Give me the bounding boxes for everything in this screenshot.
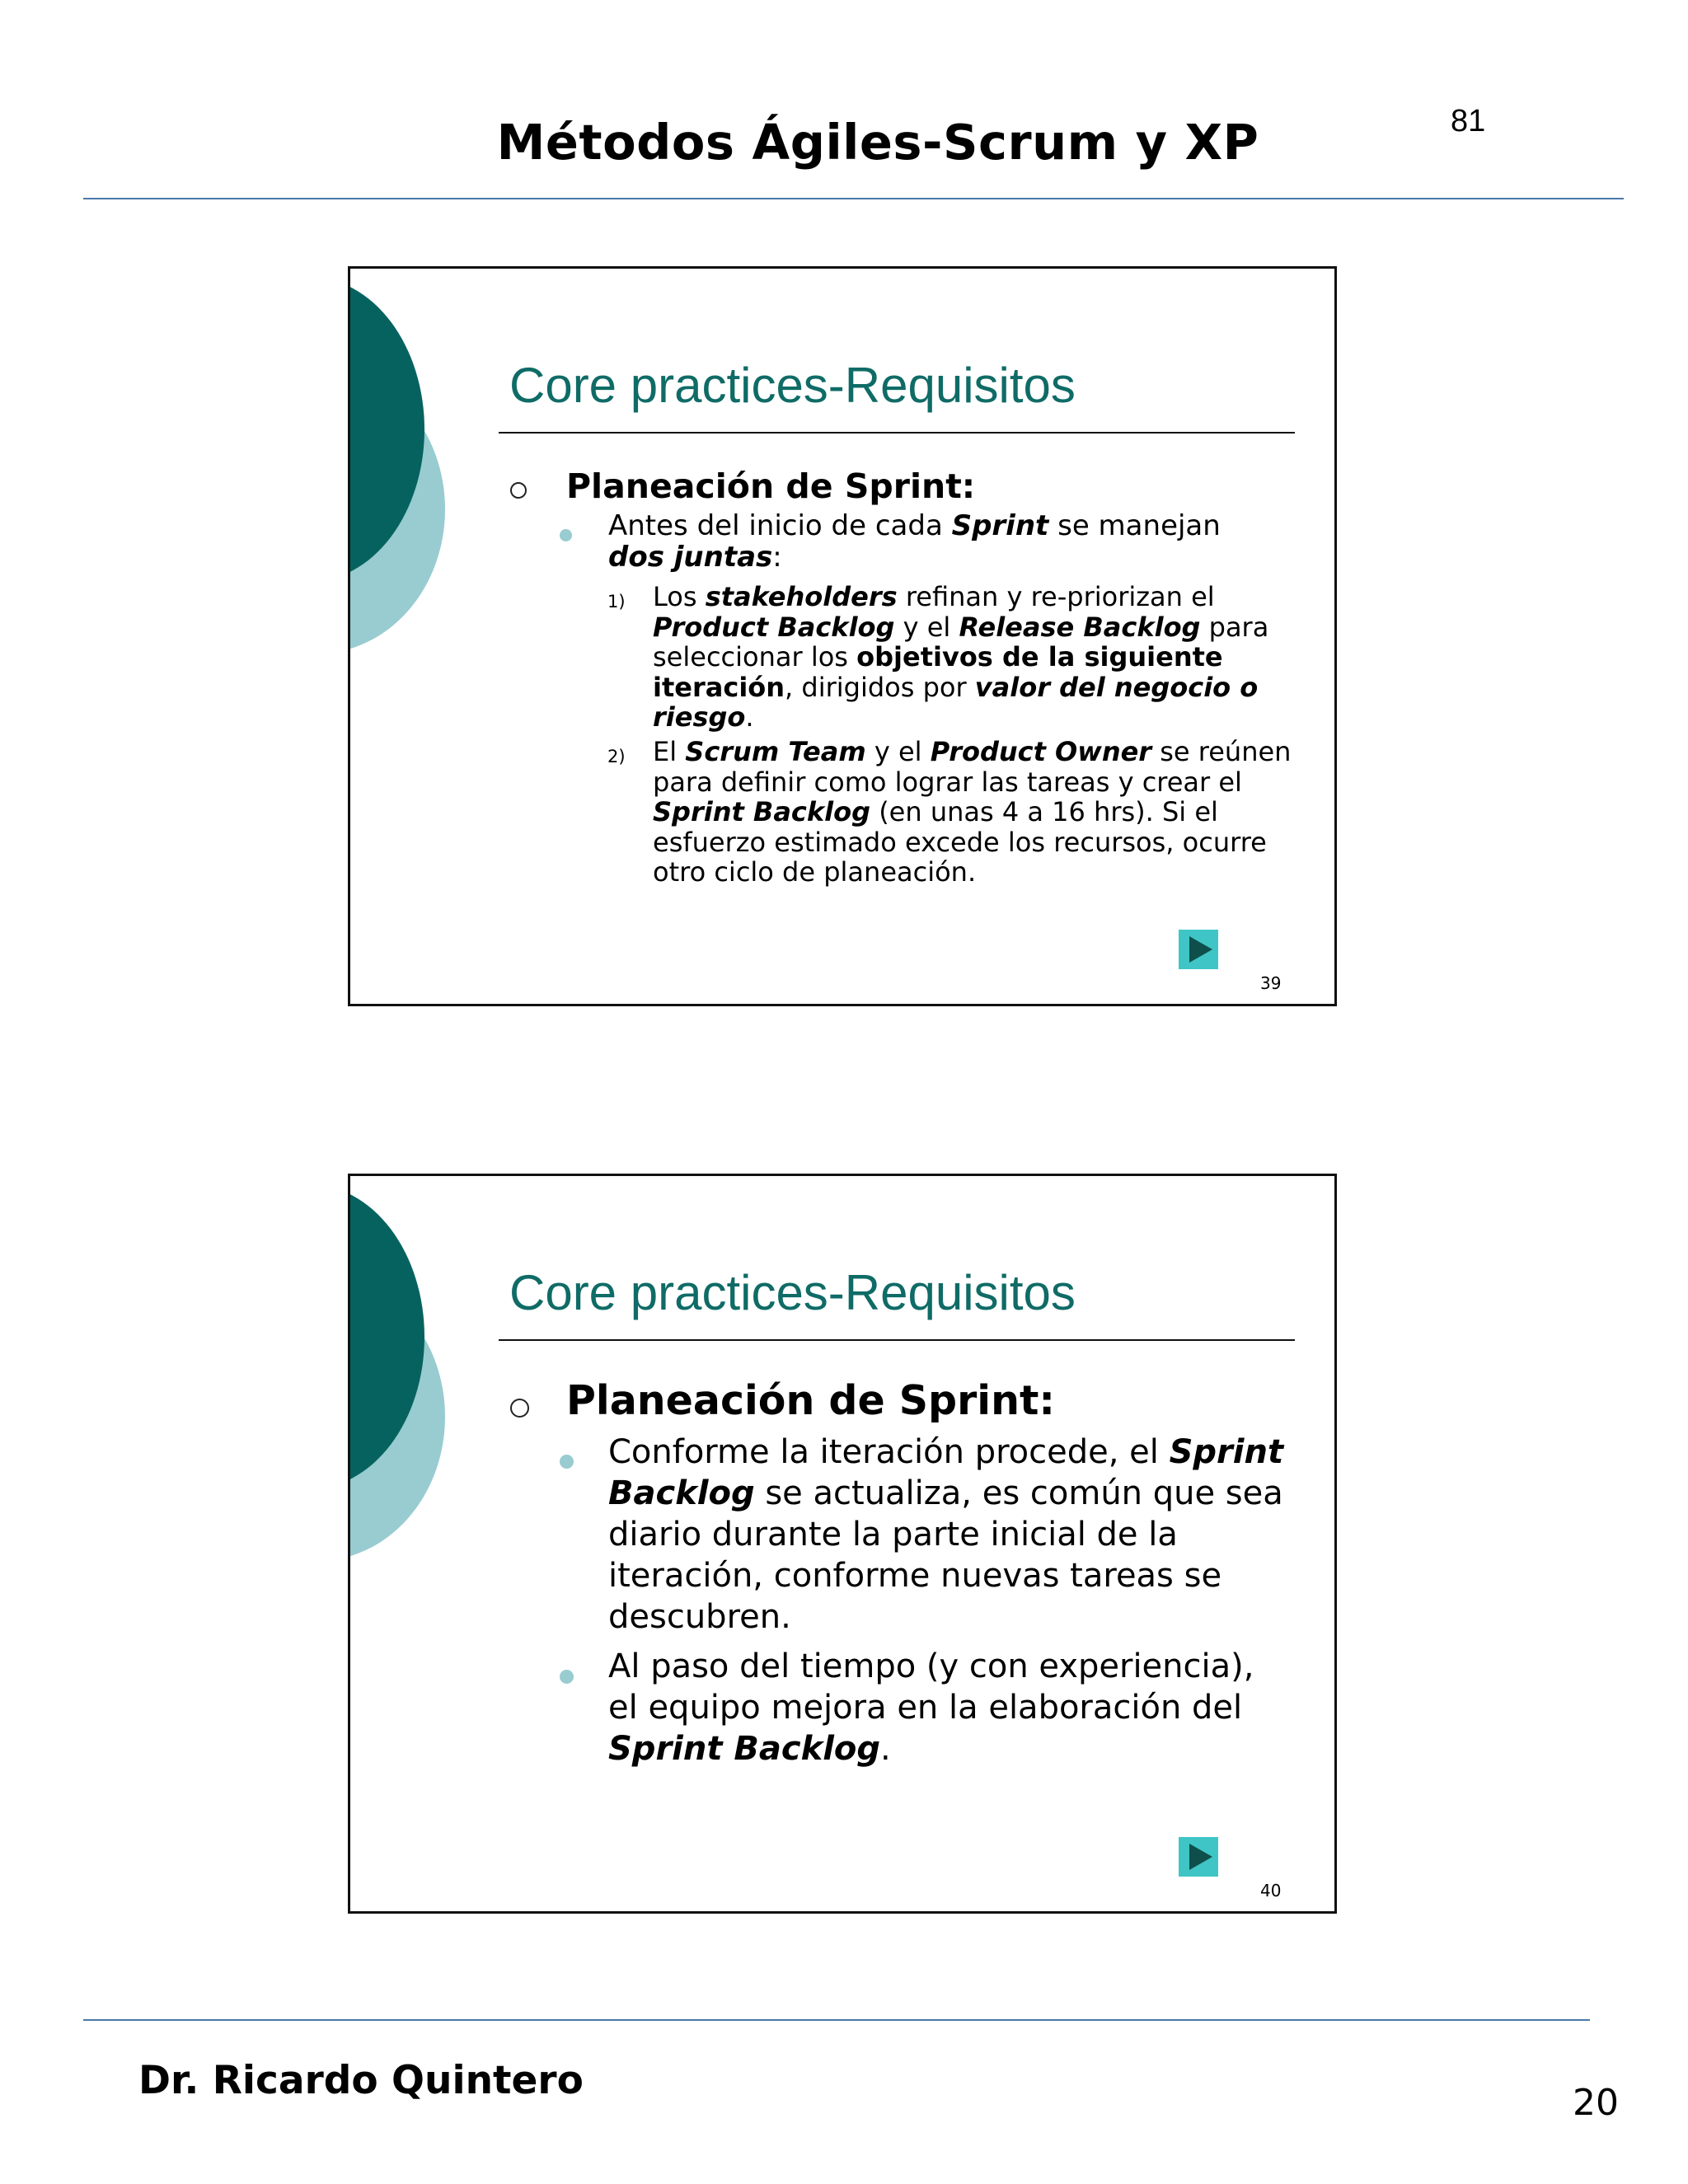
page-number-top: 81 xyxy=(1451,104,1486,138)
slide-title: Core practices-Requisitos xyxy=(509,1265,1076,1320)
bullet-text: Al paso del tiempo (y con experiencia), el equipo mejora en la elaboración del Sprint Backlog. xyxy=(608,1647,1254,1768)
hollow-circle-bullet-icon xyxy=(510,1399,529,1418)
next-slide-button[interactable] xyxy=(1179,930,1218,969)
page-title: Métodos Ágiles-Scrum y XP xyxy=(496,114,1259,171)
list-item: El Scrum Team y el Product Owner se reúnen para definir como lograr las tareas y crear el Sprint Backlog (en unas 4 a 16 hrs). Si el esfuerzo estimado excede los recursos, ocurre otro ciclo de planeación. xyxy=(653,736,1292,888)
dot-bullet-icon xyxy=(560,1670,574,1684)
slide-title-rule xyxy=(499,1339,1295,1341)
slide-number: 40 xyxy=(1260,1881,1282,1900)
list-number: 2) xyxy=(607,747,626,766)
list-number: 1) xyxy=(607,592,626,612)
slide-decoration xyxy=(350,269,474,664)
slide-heading: Planeación de Sprint: xyxy=(566,1377,1056,1424)
dot-bullet-icon xyxy=(560,1455,574,1469)
footer-author: Dr. Ricardo Quintero xyxy=(138,2058,584,2103)
list-item: Los stakeholders refinan y re-priorizan el Product Backlog y el Release Backlog para seleccionar los objetivos de la siguiente iteración, dirigidos por valor del negocio o riesgo. xyxy=(653,581,1269,733)
slide-number: 39 xyxy=(1260,973,1282,993)
header-divider xyxy=(83,198,1624,199)
page-number-bottom: 20 xyxy=(1573,2082,1619,2124)
hollow-circle-bullet-icon xyxy=(510,482,527,499)
slide-40 xyxy=(348,1174,1337,1914)
slide-heading: Planeación de Sprint: xyxy=(566,466,976,506)
next-slide-button[interactable] xyxy=(1179,1837,1218,1877)
bullet-text: Conforme la iteración procede, el Sprint Backlog se actualiza, es común que sea diario durante la parte inicial de la iteración, conforme nuevas tareas se descubren. xyxy=(608,1433,1284,1636)
footer-divider xyxy=(83,2019,1590,2021)
slide-39 xyxy=(348,266,1337,1006)
slide-decoration xyxy=(350,1176,474,1572)
slide-title-rule xyxy=(499,432,1295,434)
dot-bullet-icon xyxy=(560,529,572,541)
bullet-text: Antes del inicio de cada Sprint se manejan dos juntas: xyxy=(608,509,1221,574)
slide-title: Core practices-Requisitos xyxy=(509,358,1076,413)
